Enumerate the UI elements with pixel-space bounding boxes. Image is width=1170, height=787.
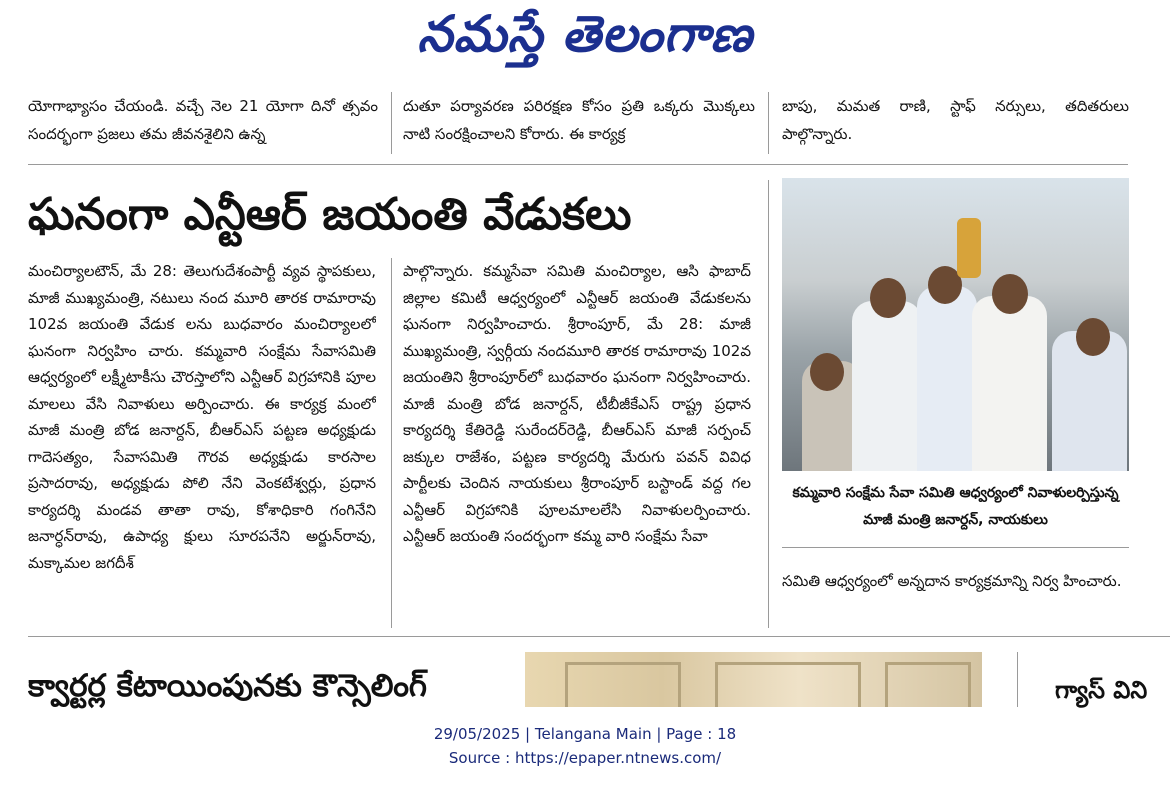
news-photo xyxy=(782,178,1129,471)
section-divider xyxy=(28,164,1128,165)
footer-date-page: 29/05/2025 | Telangana Main | Page : 18 xyxy=(433,725,737,743)
column-divider xyxy=(768,180,769,628)
column-divider xyxy=(768,92,769,154)
right-article-headline: గ్యాస్ విని xyxy=(1055,676,1148,704)
article-body-col3: సమితి ఆధ్వర్యంలో అన్నదాన కార్యక్రమాన్ని నిర్వ హించారు. xyxy=(782,572,1122,590)
footer-source[interactable]: Source : https://epaper.ntnews.com/ xyxy=(448,749,722,767)
column-divider xyxy=(391,258,392,628)
next-article-photo xyxy=(525,652,982,707)
photo-caption: కమ్మవారి సంక్షేమ సేవా సమితి ఆధ్వర్యంలో నివాళులర్పిస్తున్న మాజీ మంత్రి జనార్దన్, నాయకులు xyxy=(792,485,1119,528)
top-fragment-col3: బాపు, మమత రాణి, స్టాఫ్ నర్సులు, తదితరులు పాల్గొన్నారు. xyxy=(782,97,1129,143)
masthead xyxy=(0,0,1170,80)
caption-divider xyxy=(782,547,1129,548)
page-footer xyxy=(0,722,1170,770)
section-divider xyxy=(28,636,1170,637)
column-divider xyxy=(391,92,392,154)
newspaper-title: నమస్తే తెలంగాణ xyxy=(417,4,753,63)
article-headline: ఘనంగా ఎన్టీఆర్ జయంతి వేడుకలు xyxy=(28,189,632,240)
column-divider xyxy=(1017,652,1018,707)
top-fragment-col1: యోగాభ్యాసం చేయండి. వచ్చే నెల 21 యోగా దినో త్సవం సందర్భంగా ప్రజలు తమ జీవనశైలిని ఉన్న xyxy=(28,97,378,143)
article-body-col2: పాల్గొన్నారు. కమ్మసేవా సమితి మంచిర్యాల, ఆసి ఫాబాద్ జిల్లాల కమిటీ ఆధ్వర్యంలో ఎన్టీఆర్ జయంతి వేడుకలను ఘనంగా నిర్వహించారు. శ్రీరాంపూర్, మే 28: మాజీ ముఖ్యమంత్రి, స్వర్గీయ నందమూరి తారక రామారావు 102వ జయంతిని శ్రీరాంపూర్‌లో బుధవారం ఘనంగా నిర్వహించారు. మాజీ మంత్రి బోడ జనార్దన్, టీబీజీకేఎస్ రాష్ట్ర ప్రధాన కార్యదర్శి కేతిరెడ్డి సురేందర్‌రెడ్డి, బీఆర్ఎస్ మాజీ సర్పంచ్ జక్కుల రాజేశం, పట్టణ కార్యదర్శి మేరుగు పవన్ వివిధ పార్టీలకు చెందిన నాయకులు శ్రీరాంపూర్ బస్టాండ్ వద్ద గల ఎన్టీఆర్ విగ్రహానికి పూలమాలలేసి నివాళులర్పించారు. ఎన్టీఆర్ జయంతి సందర్భంగా కమ్మ వారి సంక్షేమ సేవా xyxy=(403,262,751,545)
top-fragment-col2: దుతూ పర్యావరణ పరిరక్షణ కోసం ప్రతి ఒక్కరు మొక్కలు నాటి సంరక్షించాలని కోరారు. ఈ కార్యక్ర xyxy=(403,97,755,143)
article-body-col1: మంచిర్యాలటౌన్, మే 28: తెలుగుదేశంపార్టీ వ్యవ స్థాపకులు, మాజీ ముఖ్యమంత్రి, నటులు నంద మూరి తారక రామారావు 102వ జయంతి వేడుక లను బుధవారం మంచిర్యాలలో ఘనంగా నిర్వహిం చారు. కమ్మవారి సంక్షేమ సేవాసమితి ఆధ్వర్యంలో లక్ష్మీటాకీసు చౌరస్తాలోని ఎన్టీఆర్ విగ్రహానికి పూల మాలలు వేసి నివాళులు అర్పించారు. ఈ కార్యక్ర మంలో మాజీ మంత్రి బోడ జనార్దన్, బీఆర్ఎస్ పట్టణ అధ్యక్షుడు గాదెసత్యం, సేవాసమితి గౌరవ అధ్యక్షుడు కారసాల ప్రసాదరావు, అధ్యక్షుడు పోలి నేని వెంకటేశ్వర్లు, ప్రధాన కార్యదర్శి మండవ తాతా రావు, కోశాధికారి గంగినేని జనార్ధన్‌రావు, ఉపాధ్య క్షులు సూరపనేని అర్జున్‌రావు, మక్కామల జగదీశ్ xyxy=(28,262,376,572)
next-article-headline: క్వార్టర్ల కేటాయింపునకు కౌన్సెలింగ్ xyxy=(28,668,427,704)
